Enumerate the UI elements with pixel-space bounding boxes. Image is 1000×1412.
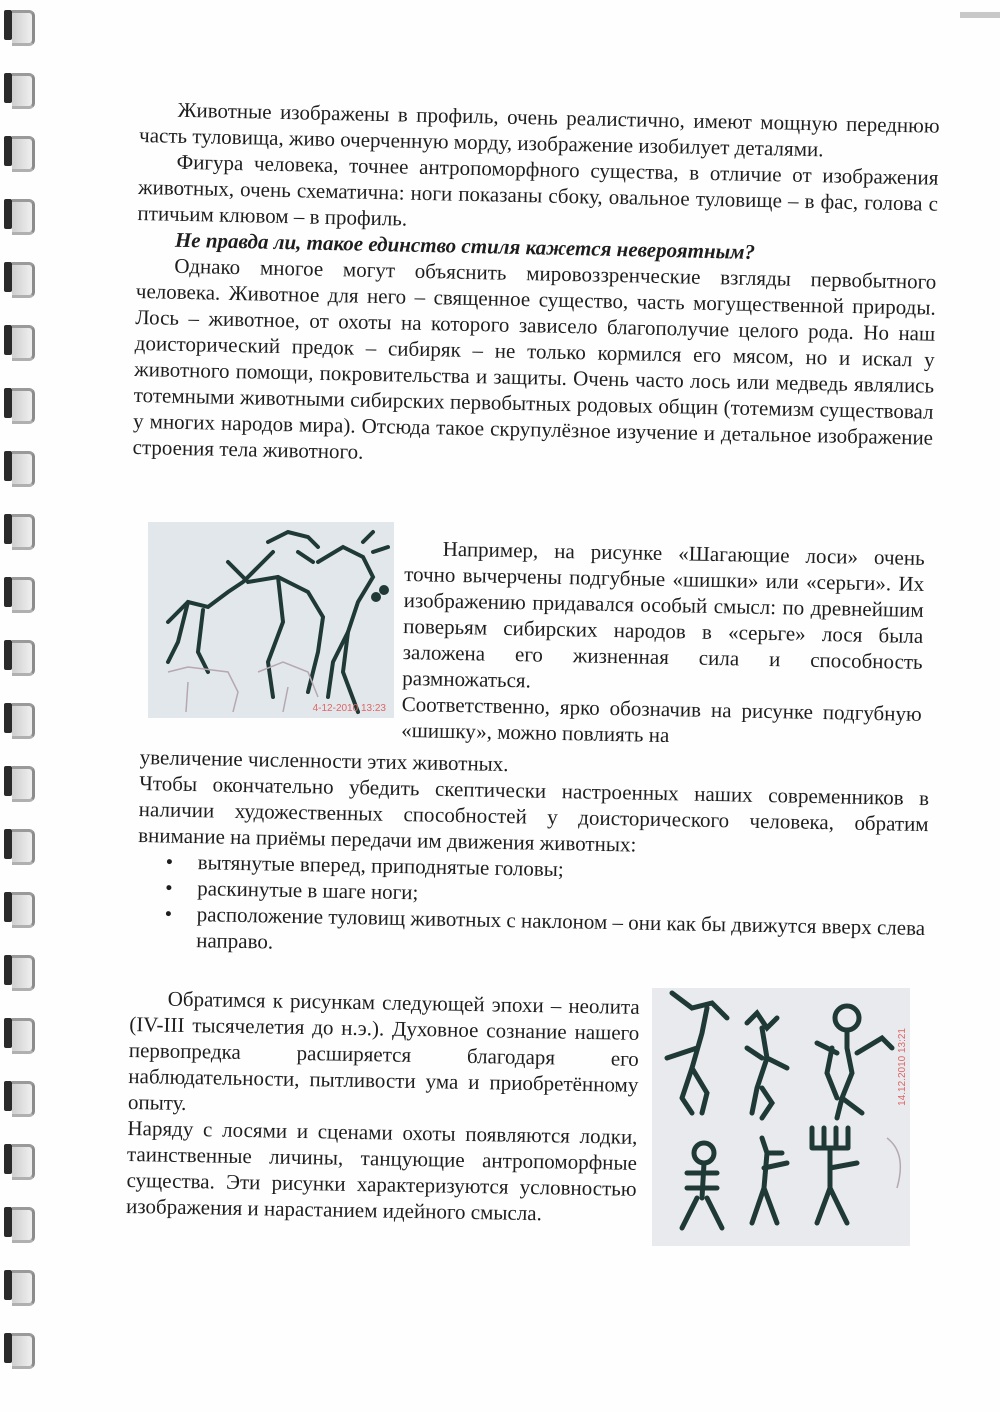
paragraph-boats: Наряду с лосями и сценами охоты появляются лодки, таинственные личины, танцующие антропоморфные существа. Эти рисунки характеризуются условностью изображения и нарастанием идейного смысла.: [125, 1115, 638, 1226]
binding-ring: [0, 1016, 34, 1056]
list-item: • вытянутые вперед, приподнятые головы;: [197, 849, 927, 889]
paragraph-accordingly: Соответственно, ярко обозначив на рисунке подгубную «шишку», можно повлиять на: [401, 691, 922, 748]
binding-ring: [0, 1142, 34, 1182]
text-block-example: [401, 535, 925, 753]
binding-ring: [0, 1205, 34, 1245]
binding-ring: [0, 701, 34, 741]
binding-ring: [0, 953, 34, 993]
binding-ring: [0, 386, 34, 426]
list-item: • раскинутые в шаге ноги;: [197, 875, 927, 915]
text-block-intro: [132, 96, 939, 477]
binding-ring: [0, 1268, 34, 1308]
text-block-neolith: [126, 985, 640, 1228]
binding-ring: [0, 827, 34, 867]
question-heading: Не правда ли, такое единство стиля кажется невероятным?: [174, 227, 756, 264]
list-item: • расположение туловищ животных с наклоном – они как бы движутся вверх слева направо.: [196, 901, 927, 967]
binding-ring: [0, 512, 34, 552]
binding-ring: [0, 8, 34, 48]
binding-ring: [0, 449, 34, 489]
binding-ring: [0, 323, 34, 363]
movement-techniques-list: [136, 848, 928, 967]
binding-ring: [0, 71, 34, 111]
binding-ring: [0, 197, 34, 237]
paragraph-human-figure: Фигура человека, точнее антропоморфного существа, в отличие от изображения животных, очень схематична: ноги показаны сбоку, овальное туловище – в фас, голова с птичьим клювом – в профиль.: [137, 149, 939, 231]
photo-timestamp: 4-12-2010 13:23: [312, 703, 386, 714]
paragraph-convince: Чтобы окончательно убедить скептически настроенных наших современников в наличии художественных способностей у доисторического человека, обратим внимание на приёмы передачи им движения животных:: [138, 770, 930, 857]
binding-ring: [0, 890, 34, 930]
photo-timestamp: 14.12.2010 13:21: [897, 1028, 908, 1106]
anthropomorphic-figures-drawing: [652, 988, 910, 1246]
binding-ring: [0, 1331, 34, 1371]
paragraph-worldview: Однако многое могут объяснить мировоззренческие взгляды первобытного человека. Животное для него – священное существо, часть могущественной природы. Лось – животное, от охоты на которого зависело благополучие целого рода. Но наш доисторический предок – сибиряк – не только кормился его мясом, но и искал у животного помощи, покровительства и защиты. Очень часто лось или медведь являлись тотемными животными сибирских первобытных родовых общин (тотемизм существовал у многих народов мира). Отсюда такое скрупулёзное изучение и детальное изображение строения тела животного.: [132, 253, 937, 464]
paragraph-animals: Животные изображены в профиль, очень реалистично, имеют мощную переднюю часть туловища, живо очерченную морду, изображение изобилует деталями.: [138, 97, 940, 162]
binding-ring: [0, 764, 34, 804]
binding-ring: [0, 260, 34, 300]
spiral-binding: [0, 0, 40, 1412]
paragraph-accordingly-end: увеличение численности этих животных.: [139, 744, 509, 777]
binding-ring: [0, 134, 34, 174]
binding-ring: [0, 1079, 34, 1119]
paragraph-neolith: Обратимся к рисункам следующей эпохи – неолита (IV-III тысячелетия до н.э.). Духовное сознание нашего первопредка расширяется благодаря его наблюдательности, пытливости ума и приобретённому опыту.: [127, 986, 640, 1115]
walking-elk-photo: [148, 522, 394, 718]
elk-drawing: [148, 522, 394, 718]
binding-ring: [0, 575, 34, 615]
text-block-movement: [136, 744, 930, 967]
binding-ring: [0, 638, 34, 678]
dancing-figures-photo: [652, 988, 910, 1246]
paragraph-example: Например, на рисунке «Шагающие лоси» очень точно вычерчены подгубные «шишки» или «серьги». Их изображению придавался особый смысл: по древнейшим поверьям сибирских народов в «серьге» лося была заложена его жизненная сила и способность размножаться.: [402, 536, 925, 693]
page-edge-mark: [960, 12, 1000, 18]
